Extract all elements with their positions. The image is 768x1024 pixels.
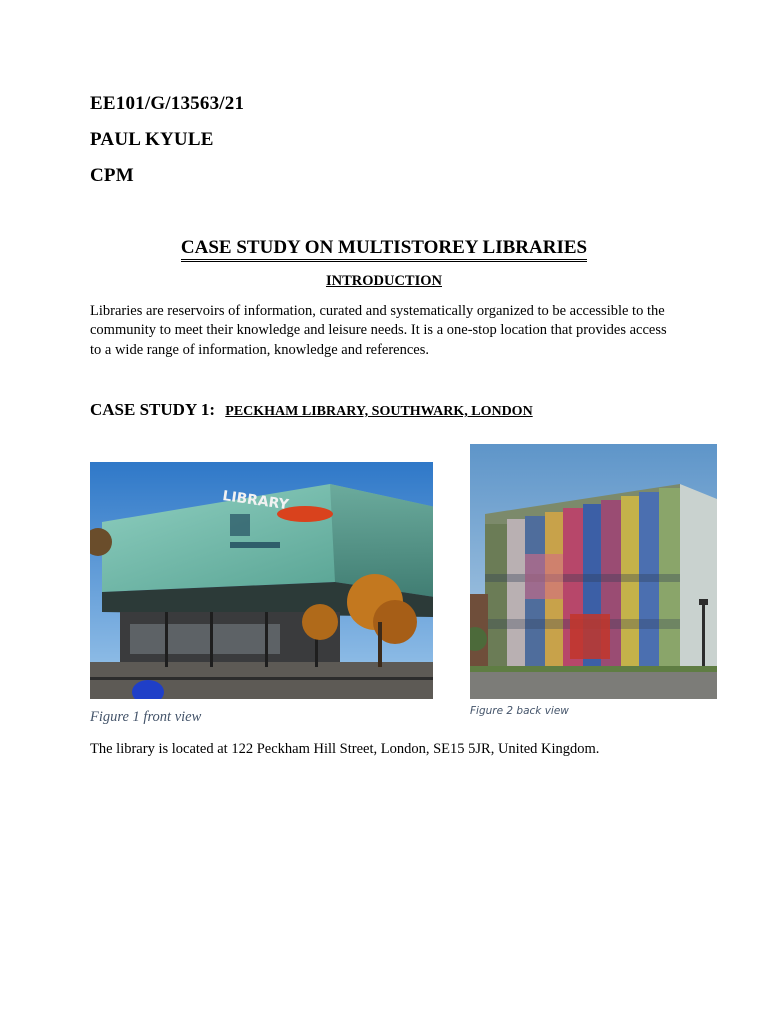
case-study-name: PECKHAM LIBRARY, SOUTHWARK, LONDON <box>225 404 533 419</box>
figure-1-caption: Figure 1 front view <box>90 709 202 725</box>
figure-2-caption: Figure 2 back view <box>470 705 569 717</box>
case-study-label: CASE STUDY 1: <box>90 400 216 419</box>
student-name: PAUL KYULE <box>90 129 214 150</box>
course-name: CPM <box>90 165 134 186</box>
colored-glass-facade <box>485 484 680 666</box>
document-title <box>0 237 768 262</box>
document-title-text: CASE STUDY ON MULTISTOREY LIBRARIES <box>181 237 587 262</box>
figure-2-back-view-image <box>470 444 717 699</box>
introduction-heading: INTRODUCTION <box>325 273 442 289</box>
figure-1-sign-text: LIBRARY <box>221 488 290 514</box>
registration-number: EE101/G/13563/21 <box>90 93 245 114</box>
location-text: The library is located at 122 Peckham Hill Street, London, SE15 5JR, United Kingdom. <box>90 741 600 757</box>
figure-1-front-view-image <box>90 462 433 699</box>
case-study-heading <box>90 400 533 420</box>
introduction-paragraph: Libraries are reservoirs of information, curated and systematically organized to be accessible to the community to meet their knowledge and leisure needs. It is a one-stop location that provides access to a wide range of information, knowledge and references. <box>90 303 667 358</box>
